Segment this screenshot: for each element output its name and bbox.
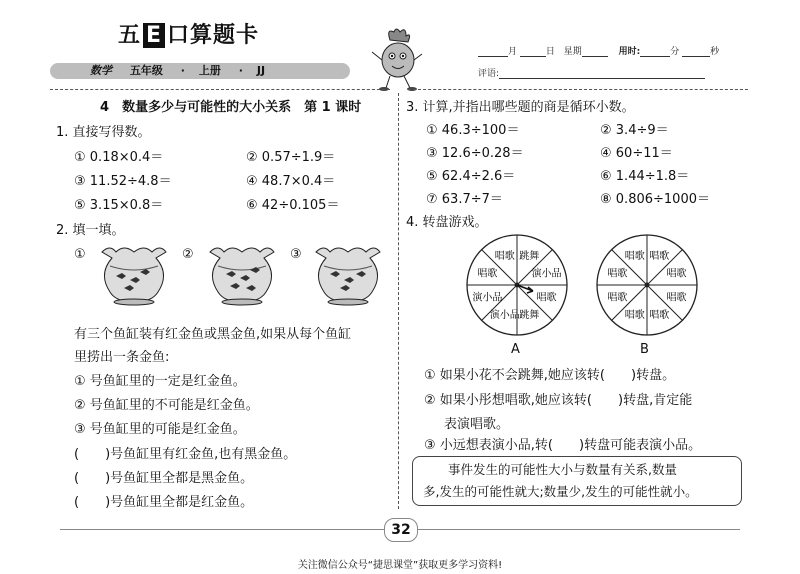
day-input[interactable]: [520, 47, 546, 57]
wheel-a-label: A: [511, 342, 520, 357]
wheel-sector-label: 跳舞: [519, 250, 540, 262]
subject-bar: 数学 五年级 · 上册 · JJ: [50, 63, 350, 79]
page-number: 32: [384, 518, 418, 542]
q3-item: ③ 12.6÷0.28＝: [426, 146, 524, 161]
spinner-wheel-b: [592, 230, 702, 340]
brand-e-logo: E: [143, 23, 165, 48]
date-time-fields: 月 日 星期 用时: 分 秒: [478, 44, 719, 57]
wheel-sector-label: 唱歌: [666, 292, 687, 304]
q4-question: ③ 小远想表演小品,转( )转盘可能表演小品。: [424, 438, 702, 453]
q1-item: ⑥ 42÷0.105＝: [246, 198, 340, 213]
q4-title: 4. 转盘游戏。: [406, 215, 488, 230]
wheel-sector-label: 跳舞: [519, 310, 540, 322]
fish-bowl-icon: [204, 244, 280, 306]
wheel-sector-label: 唱歌: [666, 268, 687, 280]
bowl-3-label: ③: [290, 247, 302, 262]
wheel-b-label: B: [640, 342, 649, 357]
comment-input[interactable]: [499, 69, 705, 79]
q1-item: ⑤ 3.15×0.8＝: [74, 198, 164, 213]
q2-fill-blank[interactable]: ( )号鱼缸里全都是红金鱼。: [74, 495, 254, 510]
wheel-sector-label: 唱歌: [536, 292, 557, 304]
subject-label: 数学: [90, 64, 112, 77]
fish-bowl-icon: [96, 244, 172, 306]
fish-bowl-icon: [310, 244, 386, 306]
brand-prefix: 五: [118, 23, 142, 48]
tip-line: 事件发生的可能性大小与数量有关系,数量: [448, 462, 677, 477]
q2-title: 2. 填一填。: [56, 223, 125, 238]
wheel-sector-label: 唱歌: [494, 250, 515, 262]
left-top-divider: [50, 89, 390, 90]
weekday-input[interactable]: [582, 47, 608, 57]
q3-item: ④ 60÷11＝: [600, 146, 673, 161]
wheel-sector-label: 演小品: [489, 310, 520, 322]
q3-item: ⑥ 1.44÷1.8＝: [600, 169, 690, 184]
q1-item: ③ 11.52÷4.8＝: [74, 174, 172, 189]
q1-item: ② 0.57÷1.9＝: [246, 150, 336, 165]
tip-line: 多,发生的可能性就大;数量少,发生的可能性就小。: [423, 484, 698, 499]
q4-question: ① 如果小花不会跳舞,她应该转( )转盘。: [424, 368, 676, 383]
brand-title: [118, 18, 259, 49]
grade-label: 五年级: [129, 64, 163, 77]
q2-fill-blank[interactable]: ( )号鱼缸里有红金鱼,也有黑金鱼。: [74, 447, 297, 462]
brand-name: 口算题卡: [167, 23, 260, 48]
footer-note: 关注微信公众号“捷思课堂”获取更多学习资料!: [297, 560, 503, 571]
wheel-sector-label: 演小品: [472, 292, 503, 304]
bowl-2-label: ②: [182, 247, 194, 262]
q3-item: ⑧ 0.806÷1000＝: [600, 192, 710, 207]
column-divider: [398, 93, 399, 509]
q3-item: ① 46.3÷100＝: [426, 123, 520, 138]
q3-title: 3. 计算,并指出哪些题的商是循环小数。: [406, 100, 635, 115]
q3-item: ⑤ 62.4÷2.6＝: [426, 169, 516, 184]
wheel-sector-label: 唱歌: [477, 268, 498, 280]
minutes-input[interactable]: [640, 47, 670, 57]
q2-fill-blank[interactable]: ( )号鱼缸里全都是黑金鱼。: [74, 471, 254, 486]
wheel-sector-label: 唱歌: [649, 310, 670, 322]
wheel-sector-label: 唱歌: [607, 292, 628, 304]
wheel-sector-label: 唱歌: [624, 250, 645, 262]
comment-field: 评语:: [478, 66, 705, 79]
q3-item: ② 3.4÷9＝: [600, 123, 669, 138]
edition-label: JJ: [256, 64, 266, 77]
q3-item: ⑦ 63.7÷7＝: [426, 192, 503, 207]
wheel-sector-label: 唱歌: [607, 268, 628, 280]
q4-question-cont: 表演唱歌。: [444, 417, 510, 432]
q2-description: 有三个鱼缸装有红金鱼或黑金鱼,如果从每个鱼缸: [74, 327, 352, 342]
wheel-sector-label: 唱歌: [624, 310, 645, 322]
lesson-title: 4 数量多少与可能性的大小关系 第 1 课时: [100, 100, 362, 115]
q4-question: ② 如果小彤想唱歌,她应该转( )转盘,肯定能: [424, 393, 693, 408]
wheel-sector-label: 唱歌: [649, 250, 670, 262]
wheel-center: [645, 283, 650, 288]
right-top-divider: [408, 89, 748, 90]
month-input[interactable]: [478, 47, 508, 57]
tip-box: [412, 456, 742, 506]
q1-title: 1. 直接写得数。: [56, 125, 151, 140]
q2-statement: ③ 号鱼缸里的可能是红金鱼。: [74, 422, 246, 437]
bowl-1-label: ①: [74, 247, 86, 262]
seconds-input[interactable]: [682, 47, 710, 57]
spinner-wheel-a: [462, 230, 572, 340]
wheel-sector-label: 演小品: [531, 268, 562, 280]
q2-statement: ② 号鱼缸里的不可能是红金鱼。: [74, 398, 259, 413]
q1-item: ④ 48.7×0.4＝: [246, 174, 336, 189]
radish-mascot-icon: [368, 26, 426, 92]
q1-item: ① 0.18×0.4＝: [74, 150, 164, 165]
q2-description: 里捞出一条金鱼:: [74, 350, 170, 365]
q2-statement: ① 号鱼缸里的一定是红金鱼。: [74, 374, 246, 389]
volume-label: 上册: [198, 64, 221, 77]
